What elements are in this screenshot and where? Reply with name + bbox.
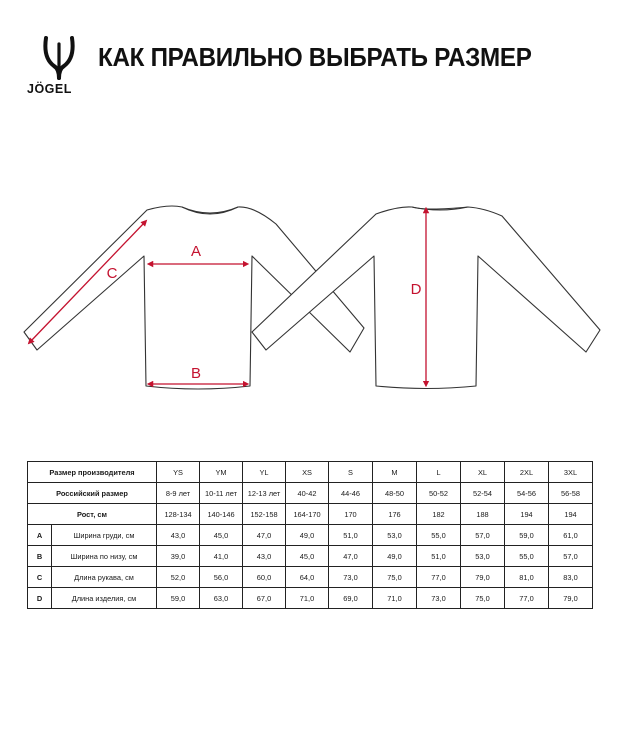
measurement-key: A [28,525,52,546]
table-cell: YS [157,462,200,483]
table-cell: 47,0 [329,546,373,567]
table-cell: 194 [505,504,549,525]
table-cell: 77,0 [417,567,461,588]
table-cell: 8-9 лет [157,483,200,504]
table-cell: M [373,462,417,483]
table-cell: 57,0 [549,546,593,567]
table-row [28,525,593,546]
table-cell: 194 [549,504,593,525]
measurement-label: Ширина по низу, см [52,546,157,567]
table-cell: 2XL [505,462,549,483]
table-cell: 39,0 [157,546,200,567]
row-label: Размер производителя [28,462,157,483]
table-row [28,462,593,483]
table-cell: 59,0 [505,525,549,546]
table-cell: 83,0 [549,567,593,588]
table-cell: 55,0 [417,525,461,546]
table-cell: 176 [373,504,417,525]
table-cell: 182 [417,504,461,525]
logo-text: JÖGEL [27,82,72,96]
table-cell: 53,0 [461,546,505,567]
table-cell: 40-42 [286,483,329,504]
table-cell: 73,0 [329,567,373,588]
table-cell: 71,0 [286,588,329,609]
table-cell: 51,0 [417,546,461,567]
table-cell: 10-11 лет [200,483,243,504]
table-cell: 140-146 [200,504,243,525]
table-cell: 43,0 [157,525,200,546]
table-cell: XL [461,462,505,483]
table-cell: 54-56 [505,483,549,504]
label-b: B [190,365,202,382]
table-cell: 3XL [549,462,593,483]
table-cell: 41,0 [200,546,243,567]
header [0,0,624,110]
table-cell: YL [243,462,286,483]
table-cell: 56-58 [549,483,593,504]
table-cell: 77,0 [505,588,549,609]
table-cell: XS [286,462,329,483]
label-a: A [190,243,202,260]
table-cell: 75,0 [461,588,505,609]
table-cell: 59,0 [157,588,200,609]
table-row [28,567,593,588]
table-cell: 152-158 [243,504,286,525]
table-cell: 64,0 [286,567,329,588]
table-cell: 52,0 [157,567,200,588]
table-cell: 45,0 [286,546,329,567]
table-cell: 164-170 [286,504,329,525]
table-cell: 63,0 [200,588,243,609]
table-cell: 51,0 [329,525,373,546]
measurement-label: Длина рукава, см [52,567,157,588]
table-cell: 188 [461,504,505,525]
table-cell: 73,0 [417,588,461,609]
table-row [28,546,593,567]
table-cell: 56,0 [200,567,243,588]
table-cell: 44-46 [329,483,373,504]
table-row [28,588,593,609]
table-cell: 61,0 [549,525,593,546]
table-cell: 69,0 [329,588,373,609]
sleeve-arrow-c [30,222,145,342]
measurement-label: Длина изделия, см [52,588,157,609]
table-cell: 57,0 [461,525,505,546]
measurement-key: B [28,546,52,567]
table-cell: 71,0 [373,588,417,609]
table-cell: 79,0 [549,588,593,609]
table-cell: 43,0 [243,546,286,567]
table-cell: 79,0 [461,567,505,588]
row-label: Российский размер [28,483,157,504]
label-d: D [410,281,422,298]
label-c: C [106,265,118,282]
table-cell: 170 [329,504,373,525]
table-cell: 53,0 [373,525,417,546]
table-cell: 75,0 [373,567,417,588]
table-cell: 128-134 [157,504,200,525]
table-cell: 49,0 [286,525,329,546]
table-cell: 12-13 лет [243,483,286,504]
measurement-label: Ширина груди, см [52,525,157,546]
table-cell: 48-50 [373,483,417,504]
measurement-key: C [28,567,52,588]
garment-diagram [0,180,624,400]
size-table [27,461,593,609]
measurement-key: D [28,588,52,609]
row-label: Рост, см [28,504,157,525]
table-row [28,504,593,525]
table-cell: S [329,462,373,483]
table-cell: 50-52 [417,483,461,504]
table-cell: 45,0 [200,525,243,546]
table-cell: L [417,462,461,483]
table-row [28,483,593,504]
table-cell: 49,0 [373,546,417,567]
table-cell: YM [200,462,243,483]
table-cell: 52-54 [461,483,505,504]
page-title: КАК ПРАВИЛЬНО ВЫБРАТЬ РАЗМЕР [98,42,532,72]
table-cell: 55,0 [505,546,549,567]
table-cell: 67,0 [243,588,286,609]
table-cell: 60,0 [243,567,286,588]
table-cell: 47,0 [243,525,286,546]
table-cell: 81,0 [505,567,549,588]
